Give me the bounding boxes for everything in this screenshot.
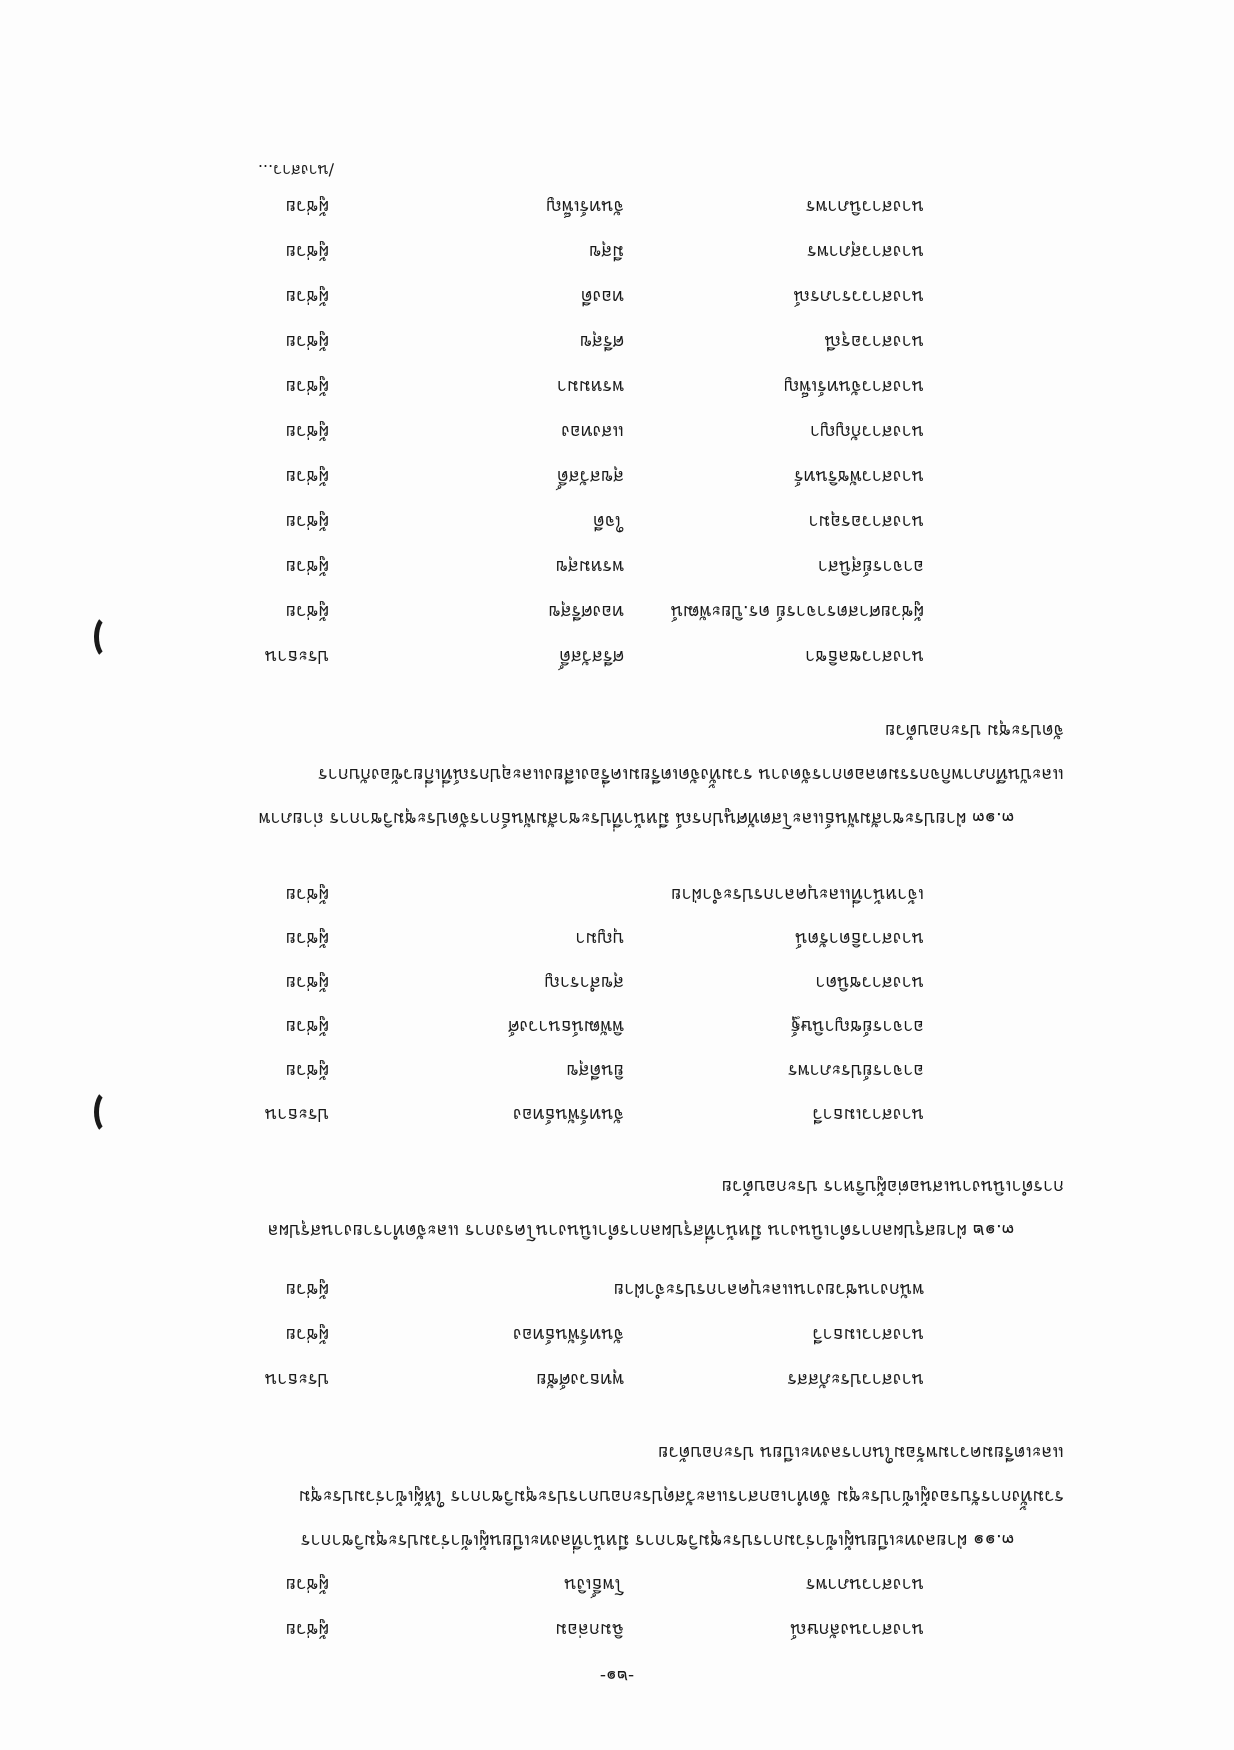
member-name: นางสาวพัชรินทร์	[794, 466, 924, 487]
member-surname: ศรีสวัสดิ์	[559, 646, 624, 667]
member-surname: จันทร์พันธ์ทอง	[512, 1324, 624, 1345]
member-name: นางสาวชลธิชา	[805, 646, 924, 667]
member-name: อาจารย์สุนิสา	[817, 556, 924, 577]
member-name: พนักงานช่วยงานและบุคลากรประจำฝ่าย	[613, 1279, 924, 1300]
member-role: ผู้ช่วย	[285, 241, 329, 262]
member-name: นางสาวกัญญา	[809, 421, 924, 442]
member-name: นางสาวสุภาพร	[807, 241, 924, 262]
member-surname: พุทธวงศ์ชัย	[536, 1369, 624, 1390]
member-surname: จันทร์พันธ์ทอง	[512, 1104, 624, 1125]
member-role: ผู้ช่วย	[285, 1619, 329, 1640]
heading-line: จัดประชุม ประกอบด้วย	[884, 720, 1064, 741]
member-name: นางสาวเมธาวี	[812, 1324, 924, 1345]
member-name: นางสาววราภรณ์	[793, 286, 924, 307]
heading-line: และเตรียมความพร้อมในการลงทะเบียน ประกอบด้วย	[657, 1442, 1064, 1463]
member-role: ผู้ช่วย	[285, 601, 329, 622]
member-surname: ทองดี	[580, 286, 624, 307]
section-heading	[144, 708, 1064, 840]
member-name: นางสาวนภาพร	[805, 1574, 924, 1595]
member-role: ผู้ช่วย	[285, 1324, 329, 1345]
member-role: ผู้ช่วย	[285, 376, 329, 397]
punch-hole-mark	[94, 614, 122, 660]
member-role: ผู้ช่วย	[285, 466, 329, 487]
member-surname: สุขสำราญ	[544, 972, 624, 993]
heading-line: การดำเนินงานเสนอต่อผู้บริหาร ประกอบด้วย	[721, 1176, 1064, 1197]
member-role: ผู้ช่วย	[285, 511, 329, 532]
member-name: นางสาวเมธาวี	[812, 1104, 924, 1125]
member-name: นางสาวอรุณี	[824, 331, 924, 352]
member-name: ผู้ช่วยศาสตราจารย์ ดร.ปิยะพัฒน์	[670, 601, 924, 622]
member-role: ผู้ช่วย	[285, 196, 329, 217]
member-surname: พรหมสุข	[555, 556, 624, 577]
member-role: ผู้ช่วย	[285, 1016, 329, 1037]
member-role: ผู้ช่วย	[285, 1060, 329, 1081]
member-name: เจ้าหน้าที่และบุคลากรประจำฝ่าย	[670, 884, 924, 905]
member-name: นางสาวนิภาพร	[805, 196, 924, 217]
section-heading	[144, 1430, 1064, 1562]
heading-line: ๓.๑๒ ฝ่ายสรุปผลการดำเนินงาน มีหน้าที่สรุปผลการดำเนินงานโครงการ และจัดทำรายงานสรุปผล	[267, 1220, 1014, 1241]
member-role: ประธาน	[264, 1369, 329, 1390]
member-surname: ใจดี	[592, 511, 624, 532]
member-surname: ยินดีสุข	[566, 1060, 624, 1081]
member-name: อาจารย์ชญานิษฐ์	[790, 1016, 924, 1037]
continuation-note: /นางสาว...	[257, 161, 334, 180]
member-surname: แสงทอง	[561, 421, 624, 442]
member-role: ผู้ช่วย	[285, 884, 329, 905]
member-name: นางสาวนงลักษณ์	[790, 1619, 924, 1640]
member-role: ผู้ช่วย	[285, 972, 329, 993]
member-surname: มีสุข	[588, 241, 624, 262]
member-surname: พิพัฒน์ธนาวงศ์	[507, 1016, 624, 1037]
punch-hole-mark	[94, 1089, 122, 1135]
member-name: นางสาวชนิดา	[815, 972, 924, 993]
member-role: ผู้ช่วย	[285, 928, 329, 949]
member-surname: พรหมมา	[556, 376, 624, 397]
member-name: นางสาวธิดารัตน์	[795, 928, 924, 949]
member-role: ผู้ช่วย	[285, 1574, 329, 1595]
member-role: ผู้ช่วย	[285, 331, 329, 352]
member-surname: สุขสวัสดิ์	[556, 466, 624, 487]
member-surname: ฉิมกล่อม	[555, 1619, 624, 1640]
member-role: ผู้ช่วย	[285, 421, 329, 442]
member-name: นางสาวประภัสสร	[787, 1369, 924, 1390]
heading-line: และบันทึกภาพกิจกรรมตลอดการจัดงาน รวมทั้งจัดเตรียมเครื่องเสียงและอุปกรณ์ที่เกี่ยวข้องกับการ	[318, 764, 1064, 785]
member-surname: จันทร์เพ็ญ	[546, 196, 624, 217]
member-name: นางสาวอรอุมา	[808, 511, 924, 532]
member-name: อาจารย์ประภาพร	[787, 1060, 924, 1081]
member-role: ประธาน	[264, 1104, 329, 1125]
member-surname: ศรีสุข	[579, 331, 624, 352]
section-heading	[144, 1164, 1064, 1252]
heading-line: รวมทั้งการรับรองผู้เข้าประชุม จัดทำเอกสารและวัสดุประกอบการประชุมวิชาการ ให้ผู้เข้าร่วมประชุม	[298, 1486, 1064, 1507]
member-role: ผู้ช่วย	[285, 556, 329, 577]
member-role: ผู้ช่วย	[285, 286, 329, 307]
heading-line: ๓.๑๑ ฝ่ายลงทะเบียนผู้เข้าร่วมการประชุมวิชาการ มีหน้าที่ลงทะเบียนผู้เข้าร่วมประชุมวิชาการ	[300, 1530, 1014, 1551]
heading-line: ๓.๑๓ ฝ่ายประชาสัมพันธ์และโสตทัศนูปกรณ์ มีหน้าที่ประชาสัมพันธ์การจัดประชุมวิชาการ ถ่ายภาพ	[258, 808, 1014, 829]
page-number: -๒๑-	[599, 1666, 635, 1686]
member-role: ผู้ช่วย	[285, 1279, 329, 1300]
member-surname: ทองศรีสุข	[548, 601, 624, 622]
member-surname: บุญมา	[575, 928, 624, 949]
member-role: ประธาน	[264, 646, 329, 667]
member-surname: โพธิ์เงิน	[564, 1574, 624, 1595]
member-name: นางสาวจันทร์เพ็ญ	[783, 376, 924, 397]
